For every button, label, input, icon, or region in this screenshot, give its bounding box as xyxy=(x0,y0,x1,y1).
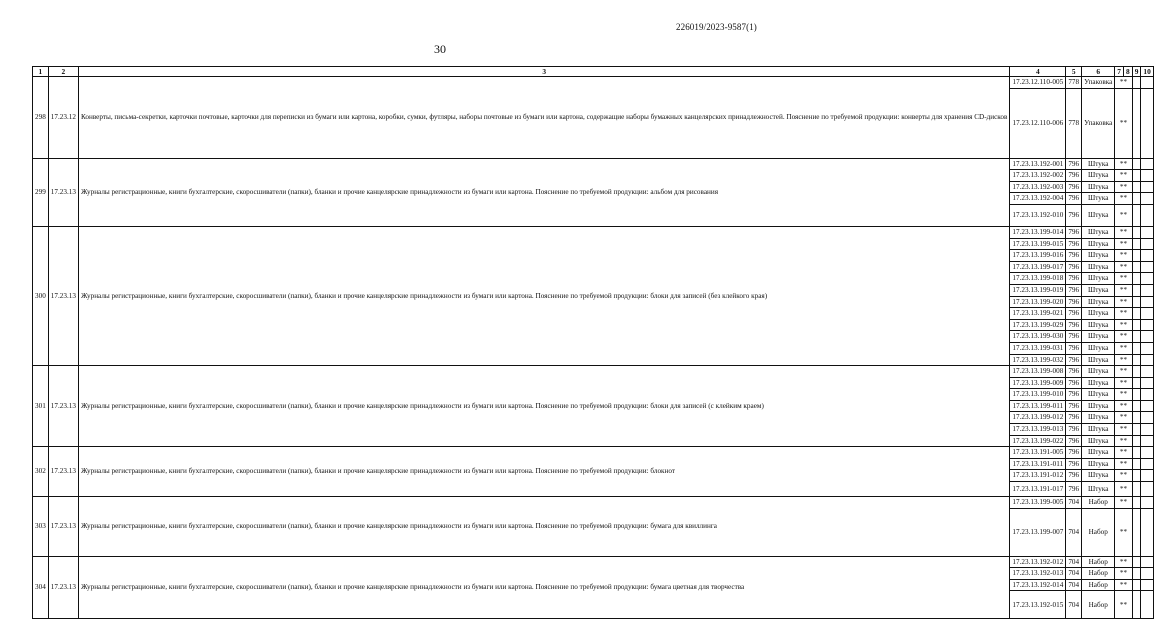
column-header-1: 1 xyxy=(33,67,49,77)
empty-cell-10 xyxy=(1141,400,1153,412)
okpd-code: 17.23.13.199-017 xyxy=(1010,261,1066,273)
empty-cell-9 xyxy=(1132,158,1141,170)
row-number: 303 xyxy=(33,497,49,557)
okpd-code: 17.23.13.192-013 xyxy=(1010,568,1066,580)
okei-code: 796 xyxy=(1066,331,1082,343)
requirement-mark: ** xyxy=(1115,226,1132,238)
empty-cell-10 xyxy=(1141,226,1153,238)
okpd-code: 17.23.13.199-029 xyxy=(1010,319,1066,331)
empty-cell-9 xyxy=(1132,238,1141,250)
unit-name: Набор xyxy=(1082,556,1115,568)
row-number: 304 xyxy=(33,556,49,619)
unit-name: Штука xyxy=(1082,424,1115,436)
requirement-mark: ** xyxy=(1115,204,1132,226)
unit-name: Штука xyxy=(1082,250,1115,262)
requirement-mark: ** xyxy=(1115,458,1132,470)
unit-name: Штука xyxy=(1082,238,1115,250)
unit-name: Штука xyxy=(1082,342,1115,354)
okei-code: 796 xyxy=(1066,261,1082,273)
empty-cell-9 xyxy=(1132,181,1141,193)
empty-cell-10 xyxy=(1141,458,1153,470)
requirement-mark: ** xyxy=(1115,193,1132,205)
table-row xyxy=(33,366,1154,378)
requirement-mark: ** xyxy=(1115,470,1132,482)
unit-name: Штука xyxy=(1082,412,1115,424)
okpd-code: 17.23.12.110-005 xyxy=(1010,77,1066,89)
empty-cell-10 xyxy=(1141,238,1153,250)
unit-name: Штука xyxy=(1082,458,1115,470)
requirement-mark: ** xyxy=(1115,308,1132,320)
empty-cell-10 xyxy=(1141,181,1153,193)
unit-name: Штука xyxy=(1082,273,1115,285)
okpd-code: 17.23.13.199-005 xyxy=(1010,497,1066,509)
requirement-mark: ** xyxy=(1115,579,1132,591)
okei-code: 796 xyxy=(1066,238,1082,250)
empty-cell-9 xyxy=(1132,366,1141,378)
empty-cell-10 xyxy=(1141,273,1153,285)
empty-cell-10 xyxy=(1141,204,1153,226)
unit-name: Штука xyxy=(1082,170,1115,182)
empty-cell-9 xyxy=(1132,226,1141,238)
empty-cell-9 xyxy=(1132,204,1141,226)
requirement-mark: ** xyxy=(1115,342,1132,354)
okpd-class-code: 17.23.13 xyxy=(48,556,78,619)
table-row xyxy=(33,556,1154,568)
table-row xyxy=(33,447,1154,459)
unit-name: Набор xyxy=(1082,568,1115,580)
unit-name: Штука xyxy=(1082,400,1115,412)
empty-cell-9 xyxy=(1132,556,1141,568)
unit-name: Штука xyxy=(1082,261,1115,273)
procurement-table xyxy=(32,66,1154,619)
okei-code: 796 xyxy=(1066,435,1082,447)
empty-cell-10 xyxy=(1141,568,1153,580)
unit-name: Штука xyxy=(1082,470,1115,482)
unit-name: Штука xyxy=(1082,354,1115,366)
requirement-mark: ** xyxy=(1115,568,1132,580)
okei-code: 796 xyxy=(1066,458,1082,470)
okei-code: 796 xyxy=(1066,284,1082,296)
okpd-code: 17.23.13.199-008 xyxy=(1010,366,1066,378)
row-number: 298 xyxy=(33,77,49,159)
item-description: Журналы регистрационные, книги бухгалтерские, скоросшиватели (папки), бланки и прочие канцелярские принадлежности из бумаги или картона. Пояснение по требуемой продукции: блоки для записей (с клейким краем) xyxy=(78,366,1009,447)
okei-code: 796 xyxy=(1066,377,1082,389)
okpd-class-code: 17.23.13 xyxy=(48,158,78,226)
header-row xyxy=(33,67,1154,77)
empty-cell-10 xyxy=(1141,412,1153,424)
okei-code: 704 xyxy=(1066,508,1082,556)
empty-cell-9 xyxy=(1132,447,1141,459)
requirement-mark: ** xyxy=(1115,354,1132,366)
requirement-mark: ** xyxy=(1115,181,1132,193)
okei-code: 796 xyxy=(1066,226,1082,238)
okei-code: 796 xyxy=(1066,204,1082,226)
empty-cell-10 xyxy=(1141,482,1153,497)
requirement-mark: ** xyxy=(1115,556,1132,568)
okei-code: 796 xyxy=(1066,447,1082,459)
okpd-code: 17.23.13.199-021 xyxy=(1010,308,1066,320)
empty-cell-10 xyxy=(1141,77,1153,89)
okpd-code: 17.23.13.199-032 xyxy=(1010,354,1066,366)
column-header-10: 10 xyxy=(1141,67,1153,77)
requirement-mark: ** xyxy=(1115,261,1132,273)
okpd-class-code: 17.23.13 xyxy=(48,226,78,365)
empty-cell-9 xyxy=(1132,342,1141,354)
empty-cell-9 xyxy=(1132,308,1141,320)
okei-code: 778 xyxy=(1066,77,1082,89)
empty-cell-9 xyxy=(1132,319,1141,331)
okei-code: 778 xyxy=(1066,88,1082,158)
okpd-code: 17.23.13.199-007 xyxy=(1010,508,1066,556)
okpd-code: 17.23.12.110-006 xyxy=(1010,88,1066,158)
column-header-4: 4 xyxy=(1010,67,1066,77)
okei-code: 704 xyxy=(1066,591,1082,619)
requirement-mark: ** xyxy=(1115,366,1132,378)
unit-name: Штука xyxy=(1082,296,1115,308)
okpd-code: 17.23.13.191-005 xyxy=(1010,447,1066,459)
okpd-code: 17.23.13.192-012 xyxy=(1010,556,1066,568)
empty-cell-9 xyxy=(1132,568,1141,580)
empty-cell-10 xyxy=(1141,88,1153,158)
empty-cell-10 xyxy=(1141,497,1153,509)
unit-name: Штука xyxy=(1082,158,1115,170)
empty-cell-10 xyxy=(1141,193,1153,205)
empty-cell-9 xyxy=(1132,412,1141,424)
empty-cell-9 xyxy=(1132,250,1141,262)
unit-name: Штука xyxy=(1082,366,1115,378)
okpd-code: 17.23.13.199-012 xyxy=(1010,412,1066,424)
empty-cell-9 xyxy=(1132,458,1141,470)
unit-name: Упаковка xyxy=(1082,88,1115,158)
empty-cell-9 xyxy=(1132,296,1141,308)
requirement-mark: ** xyxy=(1115,508,1132,556)
unit-name: Штука xyxy=(1082,308,1115,320)
item-description: Журналы регистрационные, книги бухгалтерские, скоросшиватели (папки), бланки и прочие канцелярские принадлежности из бумаги или картона. Пояснение по требуемой продукции: альбом для рисования xyxy=(78,158,1009,226)
empty-cell-9 xyxy=(1132,470,1141,482)
empty-cell-9 xyxy=(1132,389,1141,401)
empty-cell-9 xyxy=(1132,482,1141,497)
row-number: 299 xyxy=(33,158,49,226)
empty-cell-9 xyxy=(1132,284,1141,296)
okei-code: 796 xyxy=(1066,319,1082,331)
okpd-code: 17.23.13.199-018 xyxy=(1010,273,1066,285)
empty-cell-10 xyxy=(1141,158,1153,170)
okpd-code: 17.23.13.199-014 xyxy=(1010,226,1066,238)
unit-name: Набор xyxy=(1082,508,1115,556)
table-body xyxy=(33,77,1154,619)
row-number: 302 xyxy=(33,447,49,497)
item-description: Журналы регистрационные, книги бухгалтерские, скоросшиватели (папки), бланки и прочие канцелярские принадлежности из бумаги или картона. Пояснение по требуемой продукции: блокнот xyxy=(78,447,1009,497)
empty-cell-9 xyxy=(1132,354,1141,366)
unit-name: Набор xyxy=(1082,497,1115,509)
requirement-mark: ** xyxy=(1115,591,1132,619)
empty-cell-10 xyxy=(1141,366,1153,378)
empty-cell-9 xyxy=(1132,400,1141,412)
item-description: Конверты, письма-секретки, карточки почтовые, карточки для переписки из бумаги или картона, коробки, сумки, футляры, наборы почтовые из бумаги или картона, содержащие наборы бумажных канцелярских принадлежностей. Пояснение по требуемой продукции: конверты для хранения CD-дисков xyxy=(78,77,1009,159)
okei-code: 704 xyxy=(1066,556,1082,568)
empty-cell-10 xyxy=(1141,354,1153,366)
table-row xyxy=(33,77,1154,89)
okpd-code: 17.23.13.192-010 xyxy=(1010,204,1066,226)
column-header-7: 7 xyxy=(1115,67,1124,77)
table-row xyxy=(33,226,1154,238)
requirement-mark: ** xyxy=(1115,435,1132,447)
requirement-mark: ** xyxy=(1115,400,1132,412)
column-header-8: 8 xyxy=(1124,67,1133,77)
empty-cell-10 xyxy=(1141,591,1153,619)
empty-cell-10 xyxy=(1141,556,1153,568)
okpd-class-code: 17.23.13 xyxy=(48,497,78,557)
okei-code: 796 xyxy=(1066,296,1082,308)
requirement-mark: ** xyxy=(1115,331,1132,343)
column-header-6: 6 xyxy=(1082,67,1115,77)
requirement-mark: ** xyxy=(1115,319,1132,331)
empty-cell-10 xyxy=(1141,508,1153,556)
empty-cell-10 xyxy=(1141,331,1153,343)
requirement-mark: ** xyxy=(1115,88,1132,158)
empty-cell-10 xyxy=(1141,470,1153,482)
empty-cell-9 xyxy=(1132,377,1141,389)
okpd-code: 17.23.13.192-002 xyxy=(1010,170,1066,182)
unit-name: Упаковка xyxy=(1082,77,1115,89)
empty-cell-10 xyxy=(1141,284,1153,296)
unit-name: Штука xyxy=(1082,204,1115,226)
okpd-code: 17.23.13.191-012 xyxy=(1010,470,1066,482)
empty-cell-9 xyxy=(1132,88,1141,158)
okei-code: 796 xyxy=(1066,170,1082,182)
unit-name: Штука xyxy=(1082,284,1115,296)
empty-cell-9 xyxy=(1132,591,1141,619)
empty-cell-9 xyxy=(1132,193,1141,205)
okei-code: 796 xyxy=(1066,158,1082,170)
okpd-code: 17.23.13.199-013 xyxy=(1010,424,1066,436)
okpd-code: 17.23.13.199-009 xyxy=(1010,377,1066,389)
okpd-code: 17.23.13.199-015 xyxy=(1010,238,1066,250)
okei-code: 796 xyxy=(1066,366,1082,378)
empty-cell-9 xyxy=(1132,261,1141,273)
okei-code: 796 xyxy=(1066,482,1082,497)
okpd-code: 17.23.13.199-031 xyxy=(1010,342,1066,354)
okpd-code: 17.23.13.191-011 xyxy=(1010,458,1066,470)
item-description: Журналы регистрационные, книги бухгалтерские, скоросшиватели (папки), бланки и прочие канцелярские принадлежности из бумаги или картона. Пояснение по требуемой продукции: блоки для записей (без клейкого края) xyxy=(78,226,1009,365)
requirement-mark: ** xyxy=(1115,158,1132,170)
okpd-code: 17.23.13.192-003 xyxy=(1010,181,1066,193)
item-description: Журналы регистрационные, книги бухгалтерские, скоросшиватели (папки), бланки и прочие канцелярские принадлежности из бумаги или картона. Пояснение по требуемой продукции: бумага цветная для творчества xyxy=(78,556,1009,619)
item-description: Журналы регистрационные, книги бухгалтерские, скоросшиватели (папки), бланки и прочие канцелярские принадлежности из бумаги или картона. Пояснение по требуемой продукции: бумага для квиллинга xyxy=(78,497,1009,557)
unit-name: Штука xyxy=(1082,447,1115,459)
okpd-code: 17.23.13.192-001 xyxy=(1010,158,1066,170)
requirement-mark: ** xyxy=(1115,447,1132,459)
requirement-mark: ** xyxy=(1115,424,1132,436)
empty-cell-10 xyxy=(1141,250,1153,262)
okpd-class-code: 17.23.12 xyxy=(48,77,78,159)
document-number: 226019/2023-9587(1) xyxy=(676,22,757,32)
okpd-code: 17.23.13.192-004 xyxy=(1010,193,1066,205)
requirement-mark: ** xyxy=(1115,77,1132,89)
empty-cell-10 xyxy=(1141,435,1153,447)
okpd-code: 17.23.13.199-022 xyxy=(1010,435,1066,447)
unit-name: Штука xyxy=(1082,226,1115,238)
empty-cell-10 xyxy=(1141,342,1153,354)
unit-name: Штука xyxy=(1082,435,1115,447)
okpd-code: 17.23.13.199-010 xyxy=(1010,389,1066,401)
column-header-2: 2 xyxy=(48,67,78,77)
column-header-3: 3 xyxy=(78,67,1009,77)
okei-code: 796 xyxy=(1066,354,1082,366)
column-header-5: 5 xyxy=(1066,67,1082,77)
requirement-mark: ** xyxy=(1115,296,1132,308)
requirement-mark: ** xyxy=(1115,389,1132,401)
okpd-class-code: 17.23.13 xyxy=(48,366,78,447)
empty-cell-10 xyxy=(1141,296,1153,308)
unit-name: Штука xyxy=(1082,331,1115,343)
requirement-mark: ** xyxy=(1115,284,1132,296)
table-row xyxy=(33,497,1154,509)
okpd-code: 17.23.13.199-030 xyxy=(1010,331,1066,343)
empty-cell-10 xyxy=(1141,377,1153,389)
requirement-mark: ** xyxy=(1115,497,1132,509)
unit-name: Штука xyxy=(1082,193,1115,205)
okei-code: 796 xyxy=(1066,412,1082,424)
empty-cell-10 xyxy=(1141,579,1153,591)
empty-cell-10 xyxy=(1141,447,1153,459)
okei-code: 796 xyxy=(1066,400,1082,412)
okpd-code: 17.23.13.192-014 xyxy=(1010,579,1066,591)
okpd-code: 17.23.13.191-017 xyxy=(1010,482,1066,497)
empty-cell-9 xyxy=(1132,273,1141,285)
okpd-class-code: 17.23.13 xyxy=(48,447,78,497)
page-number: 30 xyxy=(434,42,446,56)
okei-code: 796 xyxy=(1066,193,1082,205)
okei-code: 796 xyxy=(1066,308,1082,320)
okei-code: 796 xyxy=(1066,342,1082,354)
empty-cell-9 xyxy=(1132,497,1141,509)
unit-name: Набор xyxy=(1082,579,1115,591)
empty-cell-9 xyxy=(1132,170,1141,182)
okei-code: 796 xyxy=(1066,389,1082,401)
okei-code: 704 xyxy=(1066,568,1082,580)
empty-cell-9 xyxy=(1132,579,1141,591)
requirement-mark: ** xyxy=(1115,250,1132,262)
okpd-code: 17.23.13.199-020 xyxy=(1010,296,1066,308)
empty-cell-10 xyxy=(1141,389,1153,401)
okei-code: 796 xyxy=(1066,273,1082,285)
empty-cell-10 xyxy=(1141,308,1153,320)
okei-code: 796 xyxy=(1066,250,1082,262)
requirement-mark: ** xyxy=(1115,377,1132,389)
table-row xyxy=(33,158,1154,170)
unit-name: Штука xyxy=(1082,389,1115,401)
unit-name: Набор xyxy=(1082,591,1115,619)
empty-cell-10 xyxy=(1141,170,1153,182)
okpd-code: 17.23.13.199-011 xyxy=(1010,400,1066,412)
okei-code: 796 xyxy=(1066,181,1082,193)
okpd-code: 17.23.13.199-019 xyxy=(1010,284,1066,296)
requirement-mark: ** xyxy=(1115,482,1132,497)
okpd-code: 17.23.13.192-015 xyxy=(1010,591,1066,619)
okei-code: 796 xyxy=(1066,424,1082,436)
empty-cell-9 xyxy=(1132,508,1141,556)
empty-cell-9 xyxy=(1132,331,1141,343)
requirement-mark: ** xyxy=(1115,238,1132,250)
row-number: 300 xyxy=(33,226,49,365)
requirement-mark: ** xyxy=(1115,412,1132,424)
unit-name: Штука xyxy=(1082,377,1115,389)
column-header-9: 9 xyxy=(1132,67,1141,77)
row-number: 301 xyxy=(33,366,49,447)
okpd-code: 17.23.13.199-016 xyxy=(1010,250,1066,262)
requirement-mark: ** xyxy=(1115,170,1132,182)
empty-cell-9 xyxy=(1132,424,1141,436)
empty-cell-10 xyxy=(1141,424,1153,436)
empty-cell-9 xyxy=(1132,77,1141,89)
unit-name: Штука xyxy=(1082,482,1115,497)
empty-cell-10 xyxy=(1141,261,1153,273)
empty-cell-9 xyxy=(1132,435,1141,447)
requirement-mark: ** xyxy=(1115,273,1132,285)
empty-cell-10 xyxy=(1141,319,1153,331)
unit-name: Штука xyxy=(1082,319,1115,331)
okei-code: 704 xyxy=(1066,579,1082,591)
unit-name: Штука xyxy=(1082,181,1115,193)
okei-code: 796 xyxy=(1066,470,1082,482)
okei-code: 704 xyxy=(1066,497,1082,509)
